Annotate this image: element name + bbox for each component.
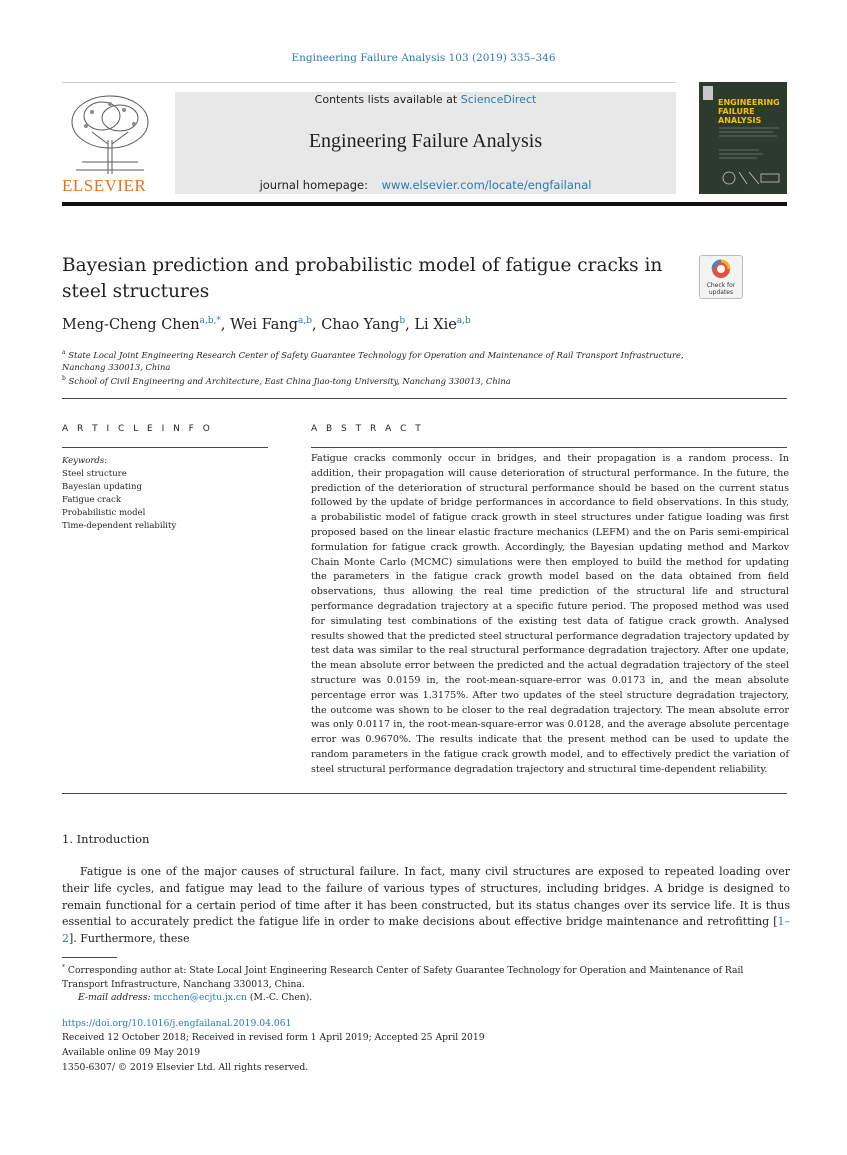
article-info-rule — [62, 447, 268, 448]
affiliation-mark: b — [62, 375, 66, 382]
keyword-item: Bayesian updating — [62, 482, 142, 492]
keyword-item: Time-dependent reliability — [62, 521, 177, 531]
keyword-item: Probabilistic model — [62, 508, 146, 518]
author-separator: , — [405, 316, 415, 333]
article-info-heading: A R T I C L E I N F O — [62, 424, 213, 434]
email-suffix: (M.-C. Chen). — [249, 992, 313, 1003]
author-list — [62, 316, 471, 333]
abstract-rule — [311, 447, 787, 448]
received-dates: Received 12 October 2018; Received in revised form 1 April 2019; Accepted 25 April 2019 — [62, 1032, 485, 1043]
footnote-text: Corresponding author at: State Local Joint Engineering Research Center of Safety Guarantee Technology for Operation and Maintenance of Rail Transport Infrastructure, Nanchang 330013, China. — [62, 965, 744, 991]
abstract-heading: A B S T R A C T — [311, 424, 424, 434]
footnote-mark: * — [62, 964, 65, 971]
affiliation-text: School of Civil Engineering and Architecture, East China Jiao-tong University, Nanchang 330013, China — [68, 375, 511, 386]
email-line — [78, 991, 312, 1005]
paper-title: Bayesian prediction and probabilistic model of fatigue cracks in steel structures — [62, 255, 663, 302]
author-name: Meng-Cheng Chen — [62, 316, 200, 333]
author-separator: , — [220, 316, 231, 333]
affiliations-rule — [62, 398, 787, 399]
author-separator: , — [312, 316, 322, 333]
intro-text-continued: ]. Furthermore, these — [69, 932, 190, 946]
keyword-item: Steel structure — [62, 469, 127, 479]
affiliation-a — [62, 347, 684, 374]
author-name: Chao Yang — [321, 316, 400, 333]
citation-link[interactable]: 1–2 — [62, 915, 790, 946]
check-for-updates-label: Check for updates — [706, 282, 736, 296]
author-name: Li Xie — [414, 316, 457, 333]
publisher-logo-text: ELSEVIER — [62, 176, 147, 195]
keyword-item: Fatigue crack — [62, 495, 121, 505]
author-affiliation-marker[interactable]: a,b,* — [199, 316, 221, 326]
header-heavy-rule — [62, 202, 787, 206]
header-top-rule — [62, 82, 676, 83]
affiliation-b — [62, 373, 511, 387]
section-heading-introduction: 1. Introduction — [62, 832, 150, 846]
intro-text: Fatigue is one of the major causes of structural failure. In fact, many civil structures are exposed to repeated loading over their life cycles, and fatigue may lead to the failure of various types of structures, including bridges. A bridge is designed to remain functional for a certain period of time after it has been constructed, but its status changes over its service life. It is thus essential to accurately predict the fatigue life in order to make decisions about effective bridge maintenance and retrofitting [ — [62, 865, 790, 929]
available-online: Available online 09 May 2019 — [62, 1047, 201, 1058]
homepage-label: journal homepage: — [259, 178, 368, 192]
author-affiliation-marker[interactable]: a,b — [298, 316, 313, 326]
footnote-rule — [62, 957, 117, 958]
doi-link[interactable]: https://doi.org/10.1016/j.engfailanal.2019.04.061 — [62, 1018, 292, 1029]
keywords-label: Keywords: — [62, 456, 108, 466]
email-label: E-mail address: — [78, 992, 151, 1003]
author-affiliation-marker[interactable]: b — [399, 316, 406, 326]
affiliation-text-continued: Nanchang 330013, China — [62, 362, 171, 373]
author-affiliation-marker[interactable]: a,b — [456, 316, 471, 326]
affiliation-text: State Local Joint Engineering Research Center of Safety Guarantee Technology for Operation and Maintenance of Rail Transport Infrastructure, — [68, 349, 684, 360]
copyright: 1350-6307/ © 2019 Elsevier Ltd. All rights reserved. — [62, 1062, 309, 1073]
email-link[interactable]: mcchen@ecjtu.jx.cn — [153, 992, 247, 1003]
introduction-paragraph — [62, 864, 790, 948]
affiliation-mark: a — [62, 349, 66, 356]
abstract-text: Fatigue cracks commonly occur in bridges, and their propagation is a random process. In addition, their propagation will cause deterioration of structural performance. In the future, the prediction of the deterioration of structural performance should be based on the current status followed by the update of bridge performances in accordance to field observations. In this study, a probabilistic model of fatigue crack growth in steel structures under fatigue loading was first proposed based on the linear elastic fracture mechanics (LEFM) and the on Paris semi-empirical formulation for fatigue crack growth. Accordingly, the Bayesian updating method and Markov Chain Monte Carlo (MCMC) simulations were then employed to build the method for updating the parameters in the fatigue crack growth model based on the data obtained from field observations, thus allowing the real time prediction of the structural life and structural performance degradation trajectory at a specific future period. The proposed method was used for simulating test combinations of the existing test data of fatigue crack growth. Analysed results showed that the predicted steel structural performance degradation trajectory updated by test data was similar to the real structural performance degradation trajectory. After one update, the mean absolute error between the predicted and the actual degradation trajectory of the steel structure was 0.0159 in, the root-mean-square-error was 0.0173 in, and the mean absolute percentage error was 1.3175%. After two updates of the steel structure degradation trajectory, the outcome was shown to be closer to the real degradation trajectory. The mean absolute error was only 0.0117 in, the root-mean-square-error was 0.0128, and the average absolute percentage error was 0.9670%. The results indicate that the present method can be used to update the random parameters in the fatigue crack growth model, and to effectively predict the variation of steel structural performance degradation trajectory and structural time-dependent reliability. — [311, 453, 789, 775]
corresponding-author-footnote — [62, 961, 790, 992]
sciencedirect-link[interactable]: ScienceDirect — [460, 93, 537, 106]
journal-reference[interactable]: Engineering Failure Analysis 103 (2019) 335–346 — [291, 52, 556, 64]
cover-title: ENGINEERING FAILURE ANALYSIS — [718, 98, 780, 125]
contents-prefix: Contents lists available at — [314, 93, 458, 106]
abstract-bottom-rule — [62, 793, 787, 794]
author-name: Wei Fang — [230, 316, 299, 333]
journal-title: Engineering Failure Analysis — [308, 130, 543, 152]
contents-available — [175, 93, 676, 106]
homepage-link[interactable]: www.elsevier.com/locate/engfailanal — [381, 178, 592, 192]
journal-homepage — [175, 178, 676, 192]
